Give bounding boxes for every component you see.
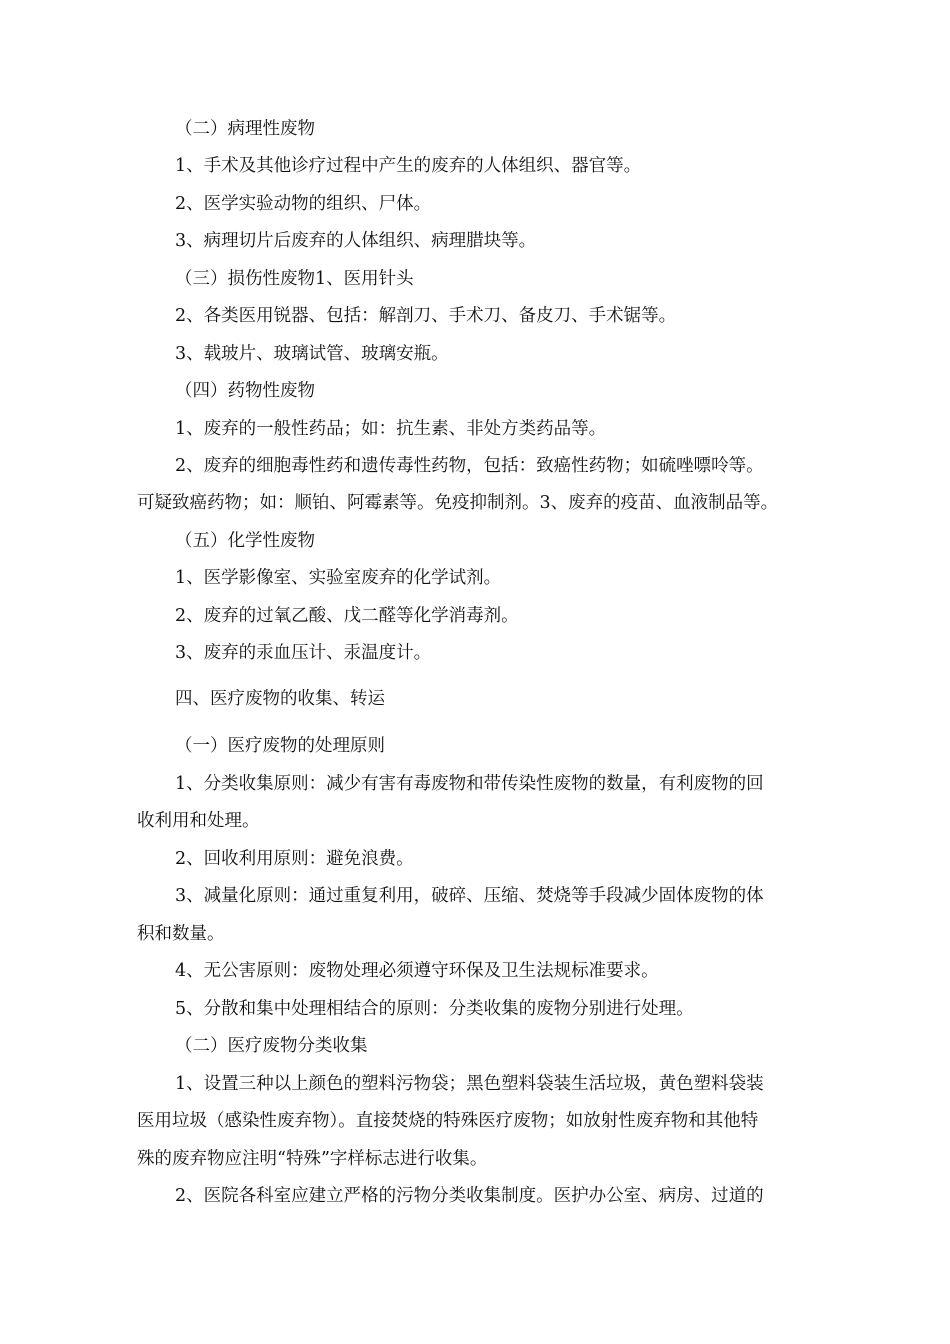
paragraph-line: 3、废弃的汞血压计、汞温度计。 bbox=[175, 643, 432, 663]
paragraph-line: 3、减量化原则：通过重复利用，破碎、压缩、焚烧等手段减少固体废物的体 bbox=[175, 886, 764, 906]
paragraph-line: 2、回收利用原则：避免浪费。 bbox=[175, 849, 414, 869]
section-heading: （二）病理性废物 bbox=[175, 119, 315, 139]
paragraph-line: 4、无公害原则：废物处理必须遵守环保及卫生法规标准要求。 bbox=[175, 961, 659, 981]
paragraph-line: 3、病理切片后废弃的人体组织、病理腊块等。 bbox=[175, 231, 537, 251]
paragraph-line: 2、医院各科室应建立严格的污物分类收集制度。医护办公室、病房、过道的 bbox=[175, 1186, 764, 1206]
paragraph-line: 2、废弃的过氧乙酸、戊二醛等化学消毒剂。 bbox=[175, 606, 519, 626]
paragraph-line: 2、废弃的细胞毒性药和遗传毒性药物，包括：致癌性药物；如硫唑嘌呤等。 bbox=[175, 456, 764, 476]
paragraph-line: 1、分类收集原则：减少有害有毒废物和带传染性废物的数量，有利废物的回 bbox=[175, 774, 764, 794]
paragraph-line: 1、医学影像室、实验室废弃的化学试剂。 bbox=[175, 568, 502, 588]
paragraph-line: 2、医学实验动物的组织、尸体。 bbox=[175, 194, 432, 214]
paragraph-line: 5、分散和集中处理相结合的原则：分类收集的废物分别进行处理。 bbox=[175, 999, 694, 1019]
section-heading: （三）损伤性废物1、医用针头 bbox=[175, 269, 414, 289]
paragraph-line: 1、设置三种以上颜色的塑料污物袋；黑色塑料袋装生活垃圾，黄色塑料袋装 bbox=[175, 1074, 764, 1094]
paragraph-line: 积和数量。 bbox=[137, 924, 225, 944]
paragraph-line: 3、载玻片、玻璃试管、玻璃安瓶。 bbox=[175, 344, 449, 364]
chapter-heading: 四、医疗废物的收集、转运 bbox=[175, 689, 385, 709]
paragraph-line: 2、各类医用锐器、包括：解剖刀、手术刀、备皮刀、手术锯等。 bbox=[175, 306, 677, 326]
paragraph-line: 1、手术及其他诊疗过程中产生的废弃的人体组织、器官等。 bbox=[175, 156, 642, 176]
paragraph-line: 1、废弃的一般性药品；如：抗生素、非处方类药品等。 bbox=[175, 419, 607, 439]
section-heading: （四）药物性废物 bbox=[175, 381, 315, 401]
paragraph-line: 收利用和处理。 bbox=[137, 811, 260, 831]
paragraph-line: 可疑致癌药物；如：顺铂、阿霉素等。免疫抑制剂。3、废弃的疫苗、血液制品等。 bbox=[137, 493, 779, 513]
paragraph-line: 医用垃圾（感染性废弃物）。直接焚烧的特殊医疗废物；如放射性废弃物和其他特 bbox=[137, 1111, 759, 1131]
section-heading: （二）医疗废物分类收集 bbox=[175, 1036, 368, 1056]
section-heading: （一）医疗废物的处理原则 bbox=[175, 736, 385, 756]
paragraph-line: 殊的废弃物应注明“特殊”字样标志进行收集。 bbox=[137, 1149, 488, 1169]
section-heading: （五）化学性废物 bbox=[175, 531, 315, 551]
